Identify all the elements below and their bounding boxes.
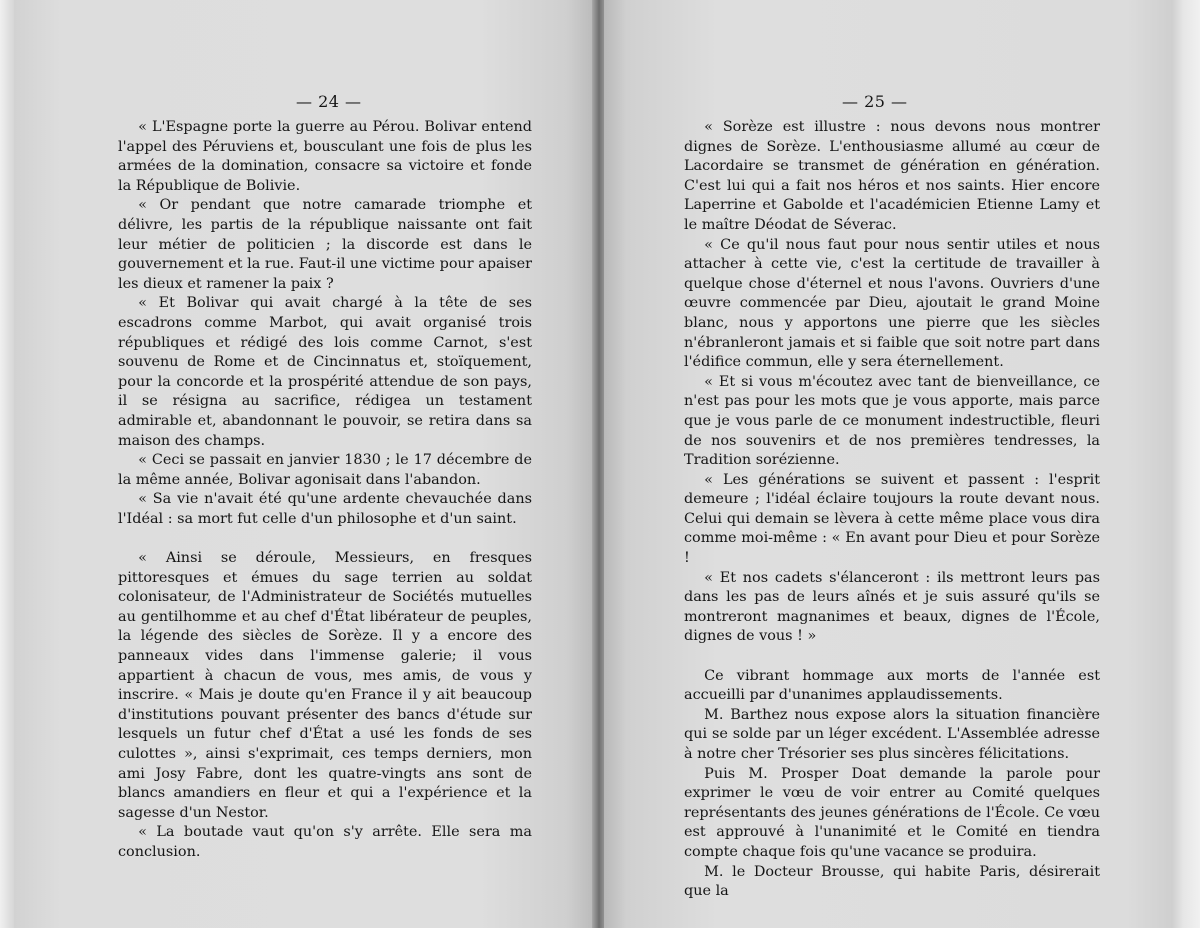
right-page-text: [684, 118, 1100, 902]
paragraph: « Et Bolivar qui avait chargé à la tête de ses escadrons comme Marbot, qui avait organisé trois républiques et rédigé des lois comme Carnot, s'est souvenu de Rome et de Cincinnatus et, stoïquement, pour la concorde et la prospérité attendue de son pays, il se résigna au sacrifice, rédigea un testament admirable et, abandonnant le pouvoir, se retira dans sa maison des champs.: [118, 295, 532, 449]
paragraph: « L'Espagne porte la guerre au Pérou. Bolivar entend l'appel des Péruviens et, bousculant une fois de plus les armées de la domination, consacre sa victoire et fonde la République de Bolivie.: [118, 119, 532, 194]
left-page: [14, 0, 596, 928]
page-number-left: — 24 —: [296, 92, 362, 111]
left-page-text: [118, 118, 532, 863]
section-gap: [118, 529, 532, 549]
paragraph: Ce vibrant hommage aux morts de l'année est accueilli par d'unanimes applaudissements.: [684, 667, 1100, 704]
paragraph: M. le Docteur Brousse, qui habite Paris, désirerait que la: [684, 863, 1100, 900]
paragraph: « Ce qu'il nous faut pour nous sentir utiles et nous attacher à cette vie, c'est la certitude de travailler à quelque chose d'éternel et nous l'avons. Ouvriers d'une œuvre commencée par Dieu, ajoutait le grand Moine blanc, nous y apportons une pierre que les siècles n'ébranleront jamais et si faible que soit notre part dans l'édifice commun, elle y sera éternellement.: [684, 236, 1100, 371]
right-page: [604, 0, 1172, 928]
paragraph: « Ainsi se déroule, Messieurs, en fresques pittoresques et émues du sage terrien au soldat colonisateur, de l'Administrateur de Sociétés mutuelles au gentilhomme et au chef d'État libérateur de peuples, la légende des siècles de Sorèze. Il y a encore des panneaux vides dans l'immense galerie; il vous appartient à chacun de vous, mes amis, de vous y inscrire. « Mais je doute qu'en France il y ait beaucoup d'institutions pouvant présenter des bancs d'étude sur lesquels un futur chef d'État a usé les fonds de ses culottes », ainsi s'exprimait, ces temps derniers, mon ami Josy Fabre, dont les quatre-vingts ans sont de blancs amandiers en fleur et qui a l'expérience et la sagesse d'un Nestor.: [118, 550, 532, 821]
section-gap: [684, 647, 1100, 667]
paragraph: « Or pendant que notre camarade triomphe et délivre, les partis de la république naissante ont fait leur métier de politicien ; la discorde est dans le gouvernement et la rue. Faut-il une victime pour apaiser les dieux et ramener la paix ?: [118, 197, 532, 292]
paragraph: « Ceci se passait en janvier 1830 ; le 17 décembre de la même année, Bolivar agonisait dans l'abandon.: [118, 452, 532, 488]
paragraph: « La boutade vaut qu'on s'y arrête. Elle sera ma conclusion.: [118, 824, 532, 860]
paragraph: M. Barthez nous expose alors la situation financière qui se solde par un léger excédent. L'Assemblée adresse à notre cher Trésorier ses plus sincères félicitations.: [684, 706, 1100, 762]
scan-edge-right: [1172, 0, 1200, 928]
page-number-right: — 25 —: [842, 92, 908, 111]
scan-edge-left: [0, 0, 14, 928]
paragraph: « Et nos cadets s'élanceront : ils mettront leurs pas dans les pas de leurs aînés et je suis assuré qu'ils se montreront magnanimes et beaux, dignes de l'École, dignes de vous ! »: [684, 569, 1100, 645]
paragraph: « Sorèze est illustre : nous devons nous montrer dignes de Sorèze. L'enthousiasme allumé au cœur de Lacordaire se transmet de génération en génération. C'est lui qui a fait nos héros et nos saints. Hier encore Laperrine et Gabolde et l'académicien Etienne Lamy et le maître Déodat de Séverac.: [684, 119, 1100, 233]
paragraph: « Les générations se suivent et passent : l'esprit demeure ; l'idéal éclaire toujours la route devant nous. Celui qui demain se lèvera à cette même place vous dira comme moi-même : « En avant pour Dieu et pour Sorèze !: [684, 471, 1100, 567]
paragraph: Puis M. Prosper Doat demande la parole pour exprimer le vœu de voir entrer au Comité quelques représentants des jeunes générations de l'École. Ce vœu est approuvé à l'unanimité et le Comité en tiendra compte chaque fois qu'une vacance se produira.: [684, 765, 1100, 860]
paragraph: « Sa vie n'avait été qu'une ardente chevauchée dans l'Idéal : sa mort fut celle d'un philosophe et d'un saint.: [118, 491, 532, 527]
paragraph: « Et si vous m'écoutez avec tant de bienveillance, ce n'est pas pour les mots que je vous apporte, mais parce que je vous parle de ce monument indestructible, fleuri de nos souvenirs et de nos premières tendresses, la Tradition sorézienne.: [684, 373, 1100, 469]
